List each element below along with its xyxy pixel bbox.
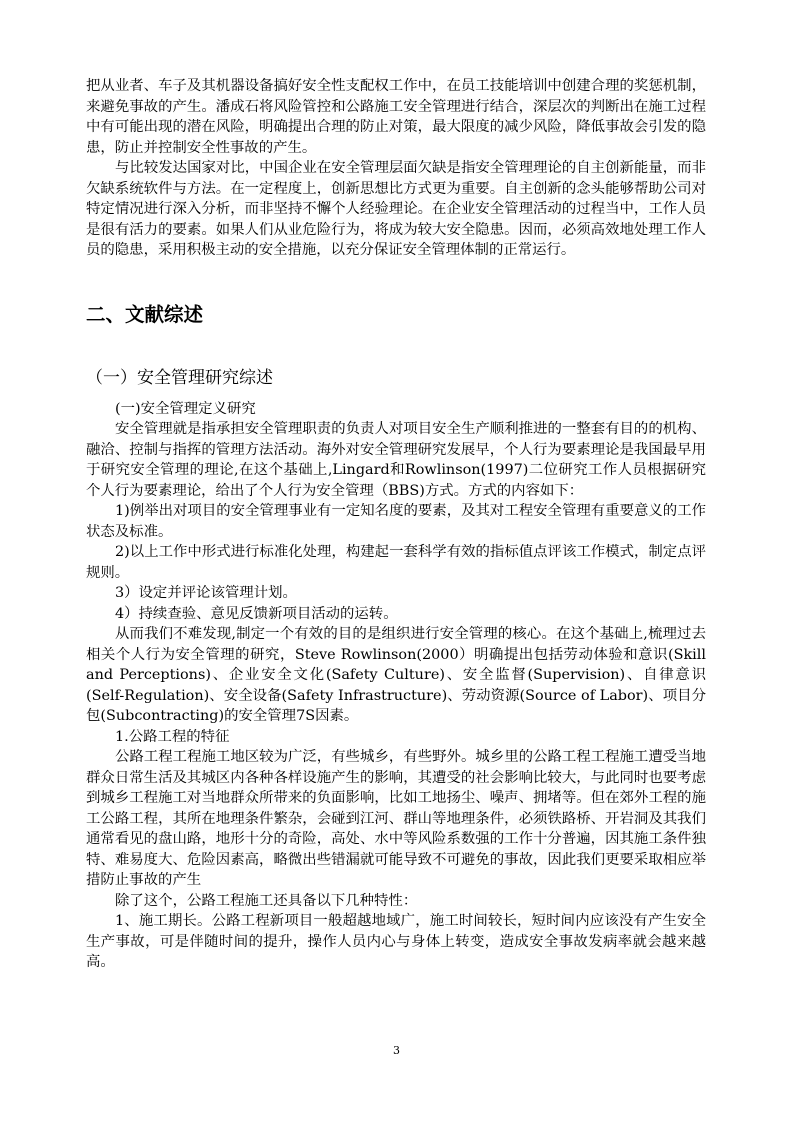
paragraph-risk-control: 把从业者、车子及其机器设备搞好安全性支配权工作中，在员工技能培训中创建合理的奖惩机制，来避免事故的产生。潘成石将风险管控和公路施工安全管理进行结合，深层次的判断出在施工过程中有可能出现的潜在风险，明确提出合理的防止对策，最大限度的减少风险，降低事故会引发的隐患，防止并控制安全性事故的产生。: [86, 78, 706, 156]
list-item: 2)以上工作中形式进行标准化处理，构建起一套科学有效的指标值点评该工作模式，制定点评规则。: [86, 544, 706, 581]
section-heading-literature-review: 二、文献综述: [86, 302, 204, 326]
subsection-heading-safety-management: （一）安全管理研究综述: [86, 367, 273, 388]
list-item: 3）设定并评论该管理计划。: [115, 585, 297, 601]
paragraph-highway-features: 公路工程工程施工地区较为广泛，有些城乡，有些野外。城乡里的公路工程工程施工遭受当地群众日常生活及其城区内各种各样设施产生的影响，其遭受的社会影响比较大，与此同时也要考虑到城乡工程施工对当地群众所带来的负面影响，比如工地扬尘、噪声、拥堵等。但在郊外工程的施工公路工程，其所在地理条件繁杂，会碰到江河、群山等地理条件，必须铁路桥、开岩洞及其我们通常看见的盘山路，地形十分的奇险，高处、水中等风险系数强的工作十分普遍，因其施工条件独特、难易度大、危险因素高，略微出些错漏就可能导致不可避免的事故，因此我们更要采取相应举措防止事故的产生: [86, 749, 706, 888]
paragraph-long-construction: 1、施工期长。公路工程新项目一般超越地域广，施工时间较长，短时间内应该没有产生安全生产事故，可是伴随时间的提升，操作人员内心与身体上转变，造成安全事故发病率就会越来越高。: [86, 913, 706, 970]
paragraph-innovation: 与比较发达国家对比，中国企业在安全管理层面欠缺是指安全管理理论的自主创新能量，而非欠缺系统软件与方法。在一定程度上，创新思想比方式更为重要。自主创新的念头能够帮助公司对特定情况进行深入分析，而非坚持不懈个人经验理论。在企业安全管理活动的过程当中，工作人员是很有活力的要素。如果人们从业危险行为，将成为较大安全隐患。因而，必须高效地处理工作人员的隐患，采用积极主动的安全措施，以充分保证安全管理体制的正常运行。: [86, 160, 706, 258]
page-number: 3: [393, 1044, 400, 1057]
paragraph-definition: 安全管理就是指承担安全管理职责的负责人对项目安全生产顺利推进的一整套有目的的机构、融洽、控制与指挥的管理方法活动。海外对安全管理研究发展早，个人行为要素理论是我国最早用于研究安全管理的理论,在这个基础上,Lingard和Rowlinson(1997)二位研究工作人员根据研究个人行为要素理论，给出了个人行为安全管理（BBS)方式。方式的内容如下：: [86, 421, 706, 499]
subheading-definition: (一)安全管理定义研究: [115, 400, 256, 417]
paragraph-7s-factors: 从而我们不难发现,制定一个有效的目的是组织进行安全管理的核心。在这个基础上,梳理过去相关个人行为安全管理的研究，Steve Rowlinson(2000）明确提出包括劳动体验和意识(Skill and Perceptions)、企业安全文化(Safety Culture)、安全监督(Supervision)、自律意识(Self-Regulation)、安全设备(Safety Infrastructure)、劳动资源(Source of Labor)、项目分包(Subcontracting)的安全管理7S因素。: [86, 626, 706, 724]
page-content: [86, 76, 706, 973]
paragraph-characteristics-intro: 除了这个，公路工程施工还具备以下几种特性：: [115, 892, 418, 909]
section-title-highway-features: 1.公路工程的特征: [115, 728, 230, 745]
list-item: 1)例举出对项目的安全管理事业有一定知名度的要素，及其对工程安全管理有重要意义的工作状态及标准。: [86, 503, 706, 540]
list-item: 4）持续查验、意见反馈新项目活动的运转。: [115, 605, 398, 622]
